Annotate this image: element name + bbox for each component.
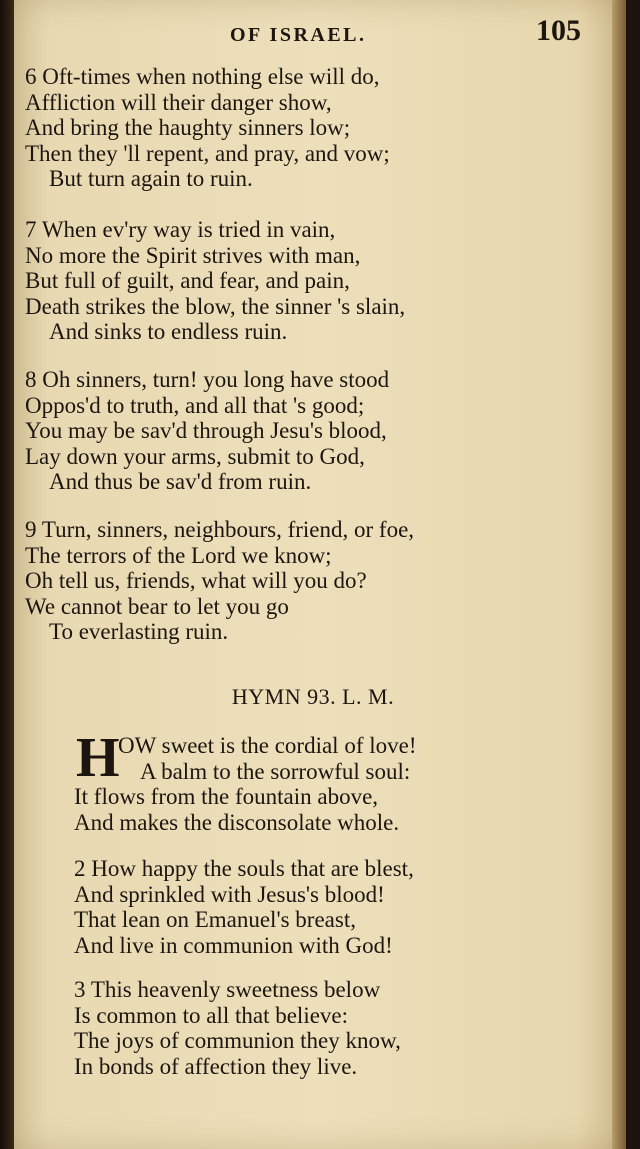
stanza-8 (25, 367, 389, 495)
verse-line: Death strikes the blow, the sinner 's slain, (25, 293, 406, 319)
stanza-9 (25, 517, 414, 645)
running-head: OF ISRAEL. (230, 24, 367, 46)
hymn-title: HYMN 93. L. M. (231, 684, 395, 709)
verse-line: The joys of communion they know, (74, 1028, 401, 1053)
hymn-stanza-1 (74, 727, 417, 835)
verse-line: 8 Oh sinners, turn! you long have stood (25, 367, 390, 392)
verse-refrain: To everlasting ruin. (49, 619, 229, 644)
verse-line: Lay down your arms, submit to God, (25, 443, 365, 469)
page-header (14, 14, 612, 54)
verse-line: And makes the disconsolate whole. (74, 809, 400, 835)
verse-line: 9 Turn, sinners, neighbours, friend, or foe, (25, 517, 415, 542)
verse-line: A balm to the sorrowful soul: (140, 758, 411, 784)
book-page (14, 0, 626, 1149)
verse-refrain: And sinks to endless ruin. (49, 319, 288, 344)
verse-line: Oppos'd to truth, and all that 's good; (25, 392, 365, 418)
hymn-stanza-3 (74, 977, 401, 1079)
verse-line: And sprinkled with Jesus's blood! (74, 881, 385, 907)
verse-line: The terrors of the Lord we know; (25, 542, 332, 568)
verse-line: 2 How happy the souls that are blest, (74, 856, 414, 881)
verse-line: Is common to all that believe: (74, 1002, 349, 1028)
book-spine-shadow (0, 0, 14, 1149)
verse-line: But full of guilt, and fear, and pain, (25, 268, 350, 293)
verse-line: And live in communion with God! (74, 932, 393, 958)
verse-refrain: But turn again to ruin. (49, 166, 253, 191)
verse-line: It flows from the fountain above, (74, 784, 379, 809)
hymn-stanza-2 (74, 856, 414, 958)
verse-line: Affliction will their danger show, (25, 89, 332, 115)
drop-cap: H (76, 727, 120, 789)
verse-line: In bonds of affection they live. (74, 1053, 358, 1079)
page-number: 105 (536, 14, 581, 47)
verse-line: 6 Oft-times when nothing else will do, (25, 64, 380, 89)
verse-line: You may be sav'd through Jesu's blood, (25, 418, 387, 443)
verse-line: That lean on Emanuel's breast, (74, 907, 356, 932)
stanza-7 (25, 217, 405, 345)
verse-line: Oh tell us, friends, what will you do? (25, 568, 367, 593)
verse-line: And bring the haughty sinners low; (25, 115, 351, 140)
verse-line: OW sweet is the cordial of love! (118, 733, 417, 758)
drop-cap-block (74, 727, 417, 789)
page-edge (612, 0, 626, 1149)
verse-line: Then they 'll repent, and pray, and vow; (25, 140, 390, 166)
verse-line: 7 When ev'ry way is tried in vain, (25, 217, 336, 242)
verse-line: We cannot bear to let you go (25, 593, 289, 619)
stanza-6 (25, 64, 390, 192)
verse-refrain: And thus be sav'd from ruin. (49, 469, 312, 494)
verse-line: No more the Spirit strives with man, (25, 242, 361, 268)
verse-line: 3 This heavenly sweetness below (74, 977, 381, 1002)
